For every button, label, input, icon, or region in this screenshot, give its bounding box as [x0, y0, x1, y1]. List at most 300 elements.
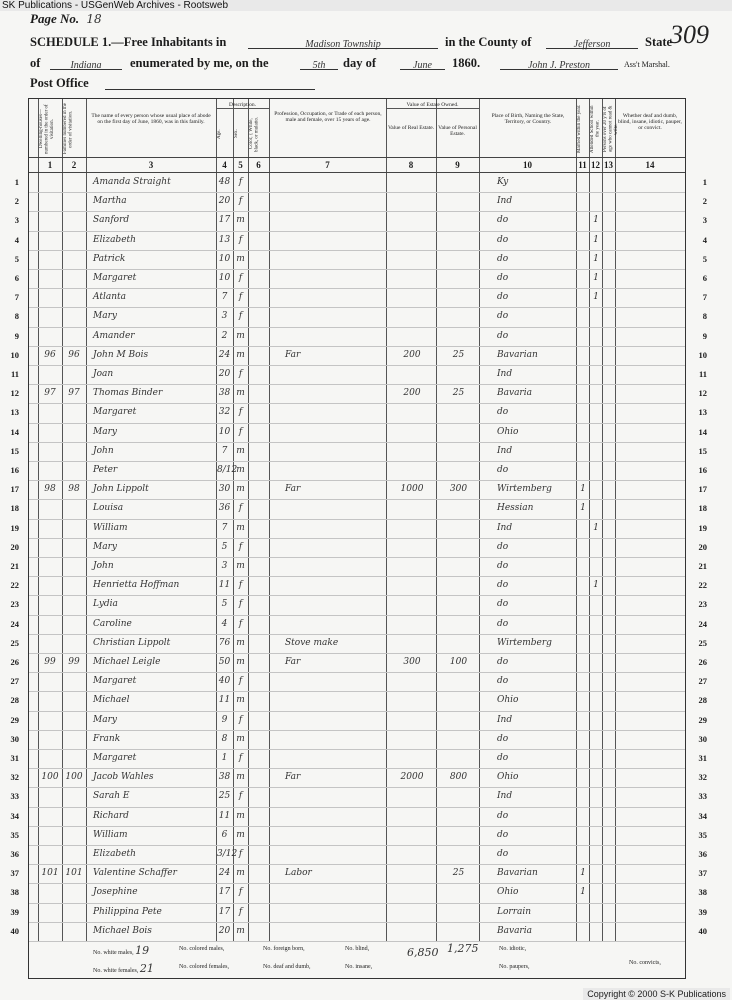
family-number	[63, 883, 85, 902]
real-estate-value	[389, 845, 435, 864]
person-sex: m	[236, 465, 245, 475]
person-occupation	[285, 691, 385, 710]
family-number: 100	[65, 772, 83, 783]
person-name: Caroline	[93, 618, 132, 629]
person-sex: m	[236, 445, 245, 456]
birthplace: do	[497, 829, 509, 840]
married-mark	[577, 384, 589, 403]
person-name: William	[93, 829, 128, 840]
person-sex: m	[236, 561, 245, 571]
table-row	[10, 423, 707, 443]
birthplace: Wirtemberg	[497, 637, 552, 648]
person-occupation	[285, 672, 385, 691]
line-number: 20	[10, 541, 19, 552]
person-occupation	[285, 711, 385, 730]
personal-estate-value	[439, 615, 478, 634]
personal-estate-value: 25	[452, 388, 465, 399]
person-age: 38	[218, 388, 231, 399]
married-mark: 1	[580, 503, 586, 514]
marshal-field	[500, 55, 618, 70]
personal-estate-value	[439, 595, 478, 614]
dwelling-number	[39, 538, 61, 557]
family-number	[63, 749, 85, 768]
personal-estate-value	[439, 922, 478, 941]
real-estate-value	[389, 903, 435, 922]
person-age: 10	[218, 273, 231, 283]
line-number-right: 35	[698, 829, 707, 840]
personal-estate-value: 100	[449, 657, 468, 667]
married-mark	[577, 423, 589, 442]
person-age: 32	[218, 407, 231, 418]
person-age: 25	[218, 791, 231, 802]
month-field	[400, 55, 445, 70]
line-number: 27	[10, 676, 19, 687]
married-mark	[577, 845, 589, 864]
real-estate-value	[389, 499, 435, 518]
personal-estate-value	[439, 231, 478, 250]
line-number: 30	[10, 733, 19, 744]
stamp-number: 309	[670, 20, 709, 49]
family-number	[63, 595, 85, 614]
table-row	[10, 576, 707, 596]
table-row	[10, 691, 707, 711]
col-header-real-estate: Value of Real Estate.	[387, 125, 435, 131]
real-estate-value	[389, 403, 435, 422]
real-estate-value	[389, 864, 435, 883]
line-number: 29	[10, 714, 19, 725]
family-number	[63, 442, 85, 461]
birthplace: Ind	[497, 196, 513, 207]
married-mark	[577, 231, 589, 250]
person-name: Mary	[93, 541, 117, 552]
table-row	[10, 403, 707, 423]
table-row	[10, 557, 707, 577]
person-occupation	[285, 403, 385, 422]
married-mark	[577, 365, 589, 384]
source-banner: SK Publications - USGenWeb Archives - Rootsweb	[0, 0, 732, 11]
real-estate-value	[389, 711, 435, 730]
real-estate-value: 300	[403, 657, 421, 667]
line-number-right: 34	[698, 810, 707, 821]
person-occupation	[285, 787, 385, 806]
person-name: Michael Bois	[93, 925, 152, 936]
personal-estate-value	[439, 807, 478, 826]
birthplace: do	[497, 407, 509, 418]
personal-estate-value: 25	[452, 868, 465, 879]
married-mark	[577, 768, 589, 787]
line-number-right: 4	[702, 234, 707, 245]
married-mark	[577, 653, 589, 672]
person-age: 7	[221, 445, 228, 456]
person-name: Margaret	[93, 676, 137, 687]
person-age: 20	[218, 925, 231, 936]
person-occupation	[285, 327, 385, 346]
person-occupation	[285, 365, 385, 384]
line-number-right: 20	[698, 541, 707, 552]
person-occupation	[285, 807, 385, 826]
white-females-value: 21	[139, 962, 154, 975]
dwelling-number	[39, 749, 61, 768]
person-sex: m	[236, 349, 245, 360]
table-row	[14, 231, 707, 251]
birthplace: Ind	[497, 522, 513, 533]
person-age: 3	[221, 561, 228, 571]
person-name: Peter	[93, 465, 118, 475]
table-row	[14, 327, 707, 347]
school-mark	[590, 192, 602, 211]
person-occupation: Labor	[285, 868, 312, 879]
family-number	[63, 211, 85, 230]
person-name: Henrietta Hoffman	[93, 580, 180, 591]
line-number: 19	[10, 522, 19, 533]
person-age: 9	[221, 714, 228, 725]
dwelling-number	[39, 403, 61, 422]
birthplace: Ohio	[497, 772, 519, 783]
person-age: 13	[218, 234, 231, 245]
township-value: Madison Township	[305, 39, 381, 50]
school-mark: 1	[593, 292, 599, 303]
birthplace: do	[497, 599, 509, 610]
birthplace: do	[497, 465, 509, 475]
family-number	[63, 807, 85, 826]
personal-estate-value	[439, 691, 478, 710]
personal-estate-value	[439, 576, 478, 595]
table-row	[10, 730, 707, 750]
married-mark	[577, 595, 589, 614]
col-number: 1	[47, 160, 53, 170]
person-name: Josephine	[93, 887, 138, 898]
birthplace: Ohio	[497, 887, 519, 898]
person-sex: m	[236, 695, 245, 706]
real-estate-value	[389, 211, 435, 230]
school-mark: 1	[593, 215, 599, 226]
real-estate-value: 1000	[400, 484, 424, 495]
state-label: State	[645, 35, 673, 49]
birthplace: Ohio	[497, 695, 519, 706]
real-estate-value	[389, 672, 435, 691]
table-row	[10, 519, 707, 539]
person-occupation	[285, 250, 385, 269]
birthplace: Wirtemberg	[497, 484, 552, 495]
table-row	[10, 883, 707, 903]
line-number: 34	[10, 810, 19, 821]
line-number: 4	[14, 234, 19, 245]
page-number-value: 18	[86, 12, 102, 26]
dwelling-number	[39, 845, 61, 864]
person-occupation	[285, 730, 385, 749]
dwelling-number	[39, 499, 61, 518]
real-estate-value	[389, 442, 435, 461]
person-name: John	[93, 561, 114, 571]
table-row	[10, 787, 707, 807]
personal-estate-total	[447, 942, 479, 955]
family-number	[63, 173, 85, 192]
school-mark	[590, 826, 602, 845]
person-age: 20	[218, 369, 231, 379]
line-number-right: 28	[698, 695, 707, 706]
person-sex: f	[238, 906, 243, 917]
state-field	[50, 55, 122, 70]
table-row	[10, 499, 707, 519]
birthplace: do	[497, 330, 509, 341]
line-number-right: 18	[698, 503, 707, 514]
line-number: 12	[10, 388, 19, 399]
person-sex: f	[238, 292, 243, 303]
birthplace: Ind	[497, 791, 513, 802]
birthplace: do	[497, 618, 509, 629]
line-number: 31	[10, 753, 19, 763]
person-occupation: Far	[285, 772, 301, 783]
family-number	[63, 519, 85, 538]
table-row	[10, 346, 707, 366]
dwelling-number	[39, 173, 61, 192]
school-mark	[590, 749, 602, 768]
person-sex: f	[238, 541, 243, 552]
personal-estate-value: 300	[449, 484, 468, 495]
school-mark	[590, 845, 602, 864]
table-row	[14, 307, 707, 327]
line-number-right: 11	[698, 369, 707, 379]
school-mark	[590, 595, 602, 614]
birthplace: do	[497, 561, 509, 571]
family-number	[63, 192, 85, 211]
person-occupation	[285, 519, 385, 538]
married-mark	[577, 557, 589, 576]
dwelling-number	[39, 691, 61, 710]
dwelling-number	[39, 807, 61, 826]
person-sex: m	[236, 637, 245, 648]
married-mark	[577, 711, 589, 730]
person-age: 76	[218, 637, 231, 648]
person-sex: f	[238, 311, 243, 322]
married-mark	[577, 730, 589, 749]
family-number	[63, 307, 85, 326]
page-label: Page No.	[30, 11, 80, 26]
person-age: 36	[218, 503, 231, 514]
person-sex: f	[238, 234, 243, 245]
col-header-dwelling: Dwelling-houses—numbered in the order of visitation.	[39, 104, 55, 154]
line-number: 3	[14, 215, 19, 226]
year-label: 1860.	[452, 56, 481, 70]
line-number: 39	[10, 906, 19, 917]
personal-estate-value	[439, 519, 478, 538]
person-sex: f	[238, 849, 243, 859]
person-sex: m	[236, 388, 245, 399]
family-number	[63, 634, 85, 653]
col-number: 12	[591, 160, 600, 170]
personal-estate-value	[439, 634, 478, 653]
person-name: Mary	[93, 714, 117, 725]
blind-label: No. blind,	[345, 946, 370, 952]
person-name: Thomas Binder	[93, 388, 163, 399]
foreign-born-label: No. foreign born,	[263, 946, 305, 952]
person-occupation	[285, 615, 385, 634]
person-age: 8	[221, 733, 228, 744]
person-sex: f	[238, 618, 243, 629]
school-mark	[590, 864, 602, 883]
real-estate-total-value: 6,850	[407, 946, 439, 959]
line-number: 16	[10, 465, 19, 475]
person-name: Christian Lippolt	[93, 637, 171, 648]
school-mark: 1	[593, 234, 599, 245]
schedule-title: SCHEDULE 1.—Free Inhabitants in	[30, 35, 227, 49]
post-office-label: Post Office	[30, 76, 89, 90]
real-estate-value	[389, 826, 435, 845]
married-mark	[577, 576, 589, 595]
person-age: 38	[218, 772, 231, 783]
family-number: 99	[68, 657, 80, 667]
table-row	[14, 192, 707, 212]
birthplace: do	[497, 253, 509, 264]
birthplace: do	[497, 810, 509, 821]
line-number-right: 24	[698, 618, 707, 629]
personal-estate-value	[439, 557, 478, 576]
table-row	[10, 749, 707, 769]
line-number-right: 32	[698, 772, 707, 783]
person-name: Joan	[93, 369, 114, 379]
line-number-right: 5	[702, 253, 707, 264]
line-number-right: 15	[698, 445, 707, 456]
dwelling-number	[39, 730, 61, 749]
real-estate-value	[389, 519, 435, 538]
birthplace: Ind	[497, 369, 513, 379]
school-mark	[590, 480, 602, 499]
birthplace: do	[497, 215, 509, 226]
person-occupation	[285, 423, 385, 442]
married-mark	[577, 211, 589, 230]
real-estate-value	[389, 231, 435, 250]
person-occupation	[285, 288, 385, 307]
real-estate-value	[389, 557, 435, 576]
birthplace: Ohio	[497, 426, 519, 437]
table-row	[10, 845, 707, 865]
person-sex: f	[238, 887, 243, 898]
school-mark: 1	[593, 273, 599, 283]
family-number: 97	[68, 388, 80, 399]
person-name: Margaret	[93, 753, 137, 763]
person-occupation: Stove make	[285, 637, 339, 648]
married-mark	[577, 903, 589, 922]
table-row	[10, 864, 707, 884]
line-number: 40	[10, 925, 19, 936]
family-number	[63, 826, 85, 845]
of-label: of	[30, 56, 41, 70]
birthplace: Hessian	[497, 503, 534, 514]
birthplace: Ky	[497, 177, 509, 187]
line-number-right: 10	[698, 349, 707, 360]
married-mark	[577, 442, 589, 461]
married-mark: 1	[580, 887, 586, 898]
personal-estate-value	[439, 307, 478, 326]
dwelling-number	[39, 519, 61, 538]
married-mark	[577, 749, 589, 768]
col-header-married: Married within the year.	[577, 104, 582, 154]
col-header-color: Color, { White, black, or mulatto.	[249, 116, 260, 152]
line-number-right: 8	[702, 311, 707, 322]
family-number	[63, 557, 85, 576]
person-sex: m	[236, 925, 245, 936]
table-row	[10, 538, 707, 558]
family-number	[63, 711, 85, 730]
person-occupation	[285, 557, 385, 576]
person-age: 11	[218, 695, 231, 706]
birthplace: do	[497, 292, 509, 303]
real-estate-value	[389, 615, 435, 634]
line-number: 22	[10, 580, 19, 591]
person-sex: f	[238, 177, 243, 187]
school-mark	[590, 768, 602, 787]
line-number: 1	[14, 177, 19, 187]
personal-estate-value	[439, 538, 478, 557]
family-number	[63, 845, 85, 864]
day-value: 5th	[312, 60, 326, 71]
person-occupation: Far	[285, 657, 301, 667]
person-age: 7	[221, 292, 228, 303]
line-number-right: 23	[698, 599, 707, 610]
person-occupation	[285, 269, 385, 288]
table-row	[10, 922, 707, 942]
col-header-name: The name of every person whose usual place of abode on the first day of June, 1860, was in this family.	[91, 113, 211, 126]
birthplace: do	[497, 234, 509, 245]
person-sex: f	[238, 599, 243, 610]
post-office-field	[105, 75, 315, 90]
person-age: 20	[218, 196, 231, 207]
person-occupation	[285, 192, 385, 211]
col-header-infirmity: Whether deaf and dumb, blind, insane, idiotic, pauper, or convict.	[618, 113, 682, 132]
table-row	[10, 384, 707, 404]
person-sex: m	[236, 657, 245, 667]
school-mark: 1	[593, 522, 599, 533]
personal-estate-value	[439, 461, 478, 480]
dwelling-number	[39, 711, 61, 730]
real-estate-value	[389, 250, 435, 269]
person-age: 50	[218, 657, 231, 667]
line-number: 35	[10, 829, 19, 840]
person-age: 11	[218, 580, 231, 591]
line-number: 24	[10, 618, 19, 629]
married-mark	[577, 403, 589, 422]
person-sex: m	[236, 829, 245, 840]
birthplace: do	[497, 676, 509, 687]
dwelling-number	[39, 307, 61, 326]
person-sex: f	[238, 676, 243, 687]
person-name: Amander	[93, 330, 135, 341]
line-number-right: 2	[702, 196, 707, 207]
insane-label: No. insane,	[345, 964, 373, 970]
real-estate-value	[389, 365, 435, 384]
dwelling-number	[39, 576, 61, 595]
dwelling-number: 97	[44, 388, 56, 399]
dwelling-number	[39, 250, 61, 269]
person-name: Elizabeth	[93, 234, 136, 245]
personal-estate-value	[439, 211, 478, 230]
person-occupation	[285, 307, 385, 326]
line-number: 8	[14, 311, 19, 322]
col-number: 3	[148, 160, 154, 170]
person-occupation	[285, 826, 385, 845]
birthplace: Ind	[497, 445, 513, 456]
person-name: Louisa	[93, 503, 124, 514]
married-mark	[577, 346, 589, 365]
person-age: 24	[218, 349, 231, 360]
person-name: Frank	[93, 733, 121, 744]
school-mark	[590, 499, 602, 518]
person-name: Valentine Schaffer	[93, 868, 177, 879]
personal-estate-value	[439, 288, 478, 307]
person-name: William	[93, 522, 128, 533]
line-number-right: 9	[702, 330, 707, 341]
person-sex: m	[236, 330, 245, 341]
